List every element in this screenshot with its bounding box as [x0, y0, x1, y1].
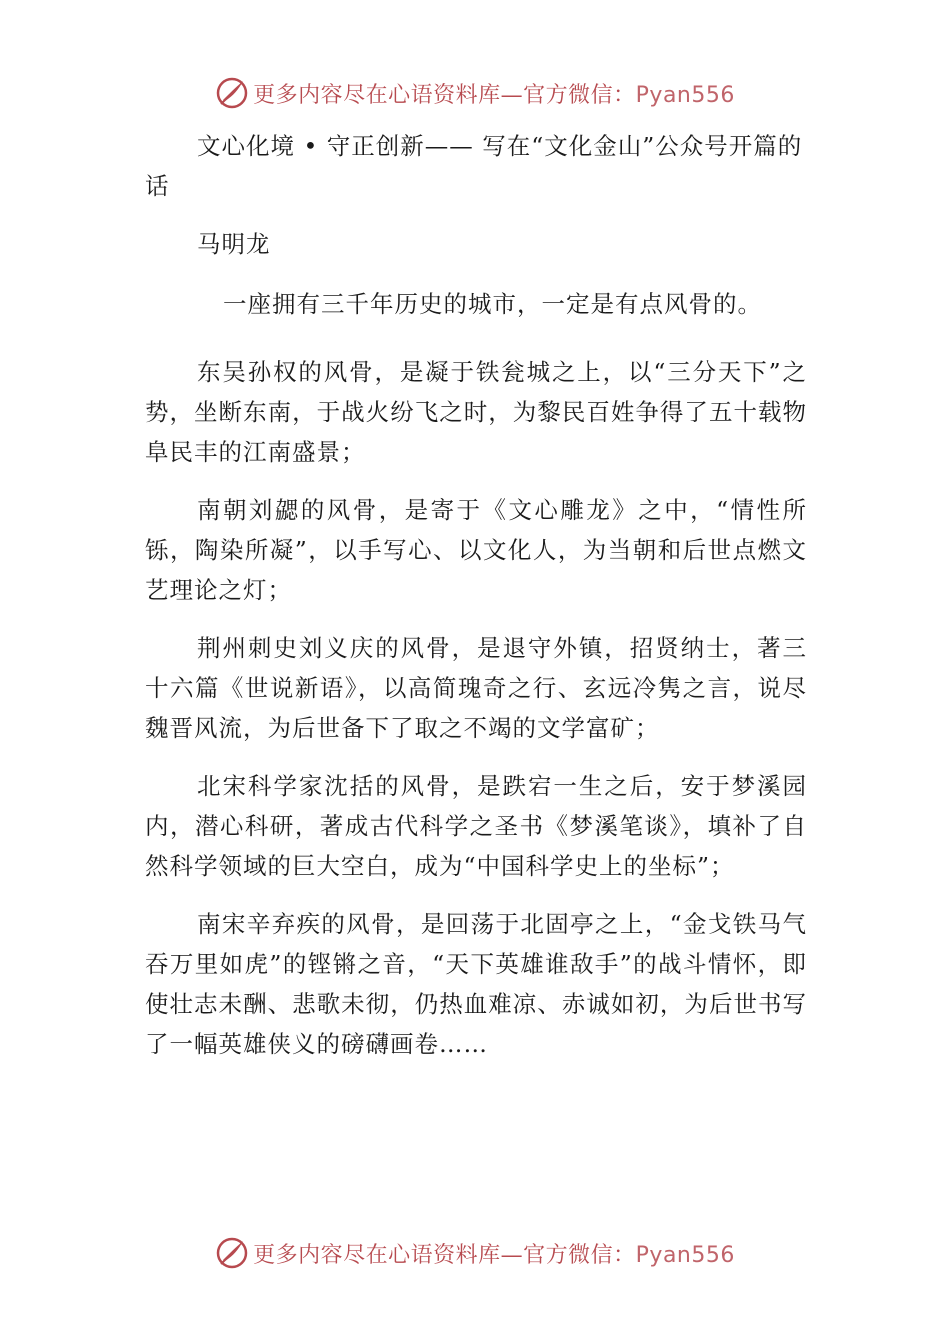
quill-logo-icon: [215, 1236, 249, 1270]
banner-text: 更多内容尽在心语资料库—官方微信：Pyan556: [253, 82, 735, 108]
paragraph: 南朝刘勰的风骨，是寄于《文心雕龙》之中，“情性所铄，陶染所凝”，以手写心、以文化人，为当朝和后世点燃文艺理论之灯；: [145, 496, 807, 604]
quill-logo-icon: [215, 76, 249, 110]
paragraph: 荆州刺史刘义庆的风骨，是退守外镇，招贤纳士，著三十六篇《世说新语》，以高简瑰奇之行、玄远冷隽之言，说尽魏晋风流，为后世备下了取之不竭的文学富矿；: [145, 634, 807, 742]
paragraph: 北宋科学家沈括的风骨，是跌宕一生之后，安于梦溪园内，潜心科研，著成古代科学之圣书《梦溪笔谈》，填补了自然科学领域的巨大空白，成为“中国科学史上的坐标”；: [145, 772, 807, 880]
article-author: 马明龙: [197, 230, 271, 258]
article-title: 文心化境 • 守正创新—— 写在“文化金山”公众号开篇的话: [145, 132, 803, 200]
banner-text: 更多内容尽在心语资料库—官方微信：Pyan556: [253, 1242, 735, 1268]
footer-banner: [0, 1230, 950, 1276]
wechat-id: Pyan556: [635, 1242, 735, 1268]
paragraph: 南宋辛弃疾的风骨，是回荡于北固亭之上，“金戈铁马气吞万里如虎”的铿锵之音，“天下英雄谁敌手”的战斗情怀，即使壮志未酬、悲歌未彻，仍热血难凉、赤诚如初，为后世书写了一幅英雄侠义的磅礴画卷……: [145, 910, 807, 1058]
article: [145, 126, 807, 1082]
lead-paragraph: 一座拥有三千年历史的城市，一定是有点风骨的。: [223, 290, 762, 318]
header-banner: [0, 70, 950, 116]
paragraph: 东吴孙权的风骨，是凝于铁瓮城之上，以“三分天下”之势，坐断东南，于战火纷飞之时，为黎民百姓争得了五十载物阜民丰的江南盛景；: [145, 358, 807, 466]
wechat-id: Pyan556: [635, 82, 735, 108]
